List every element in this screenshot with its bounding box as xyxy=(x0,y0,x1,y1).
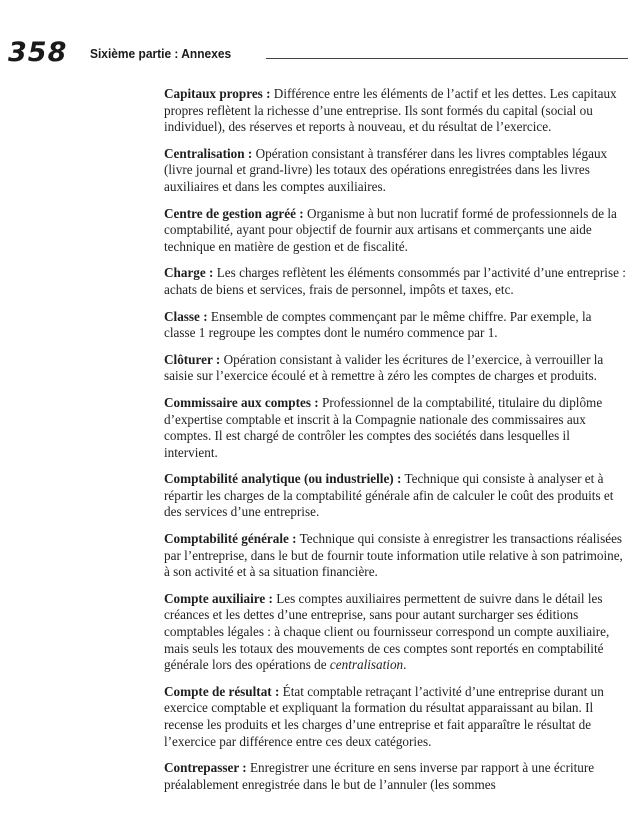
glossary-term: Clôturer : xyxy=(164,351,221,367)
glossary-definition: Différence entre les éléments de l’actif et les dettes. Les capitaux propres reflètent la richesse d’une entreprise. Ils sont formés du capital (social ou individuel), des réserves et reports à nouveau, et du résultat de l’exercice. xyxy=(164,86,617,135)
glossary-entry xyxy=(164,86,626,136)
glossary-entry xyxy=(164,395,626,461)
glossary-entry xyxy=(164,309,626,342)
glossary-entry xyxy=(164,352,626,385)
glossary-entry xyxy=(164,531,626,581)
glossary-term: Charge : xyxy=(164,265,214,281)
glossary-term: Contrepasser : xyxy=(164,760,247,776)
glossary-emphasis: centralisation xyxy=(329,657,404,673)
glossary-term: Centre de gestion agréé : xyxy=(164,205,304,221)
page-number: 358 xyxy=(8,37,68,68)
glossary-list xyxy=(164,86,626,803)
glossary-term: Centralisation : xyxy=(164,145,253,161)
glossary-entry xyxy=(164,471,626,521)
glossary-definition: Enregistrer une écriture en sens inverse par rapport à une écriture préalablement enregistrée dans le but de l’annuler (les sommes xyxy=(164,760,595,792)
glossary-definition: Technique qui consiste à analyser et à répartir les charges de la comptabilité générale afin de calculer le coût des produits et des services d’une entreprise. xyxy=(164,471,614,520)
glossary-definition: Professionnel de la comptabilité, titulaire du diplôme d’expertise comptable et inscrit à la Compagnie nationale des commissaires aux comptes. Il est chargé de contrôler les comptes des sociétés dans lesquelles il intervient. xyxy=(164,394,603,460)
glossary-entry xyxy=(164,760,626,793)
glossary-definition: Les charges reflètent les éléments consommés par l’activité d’une entreprise : achats de biens et services, frais de personnel, impôts et taxes, etc. xyxy=(164,265,626,297)
glossary-definition: Les comptes auxiliaires permettent de suivre dans le détail les créances et les dettes d’une entreprise, sans pour autant surcharger ses éditions comptables légales : à chaque client ou fournisseur correspond un compte auxiliaire, mais seuls les totaux des mouvements de ces comptes sont reportés en comptabilité générale lors des opérations de xyxy=(164,590,610,673)
page-header xyxy=(8,38,628,70)
glossary-definition: Organisme à but non lucratif formé de professionnels de la comptabilité, ayant pour objectif de fournir aux artisans et commerçants une aide technique en matière de gestion et de fiscalité. xyxy=(164,205,617,254)
glossary-definition: Technique qui consiste à enregistrer les transactions réalisées par l’entreprise, dans le but de fournir toute information utile relative à son patrimoine, à son activité et à sa situation financière. xyxy=(164,531,623,580)
glossary-term: Compte de résultat : xyxy=(164,683,280,699)
part-title: Sixième partie : Annexes xyxy=(90,46,232,61)
glossary-term: Classe : xyxy=(164,308,208,324)
glossary-entry xyxy=(164,206,626,256)
glossary-definition: État comptable retraçant l’activité d’une entreprise durant un exercice comptable et expliquant la formation du résultat apparaissant au bilan. Il recense les produits et les charges d’une entreprise et fait apparaître le résultat de l’exercice par différence entre ces deux catégories. xyxy=(164,683,604,749)
glossary-definition: Ensemble de comptes commençant par le même chiffre. Par exemple, la classe 1 regroupe les comptes dont le numéro commence par 1. xyxy=(164,308,592,341)
glossary-definition: Opération consistant à transférer dans les livres comptables légaux (livre journal et grand-livre) les totaux des opérations enregistrées dans les livres auxiliaires et dans les comptes auxiliaires. xyxy=(164,145,608,194)
header-rule xyxy=(266,58,628,59)
glossary-term: Comptabilité générale : xyxy=(164,531,297,547)
glossary-entry xyxy=(164,146,626,196)
glossary-definition-end: . xyxy=(403,657,407,673)
glossary-entry xyxy=(164,265,626,298)
glossary-term: Compte auxiliaire : xyxy=(164,590,273,606)
glossary-term: Commissaire aux comptes : xyxy=(164,394,319,410)
glossary-term: Comptabilité analytique (ou industrielle) : xyxy=(164,471,402,487)
glossary-term: Capitaux propres : xyxy=(164,86,271,101)
glossary-entry xyxy=(164,591,626,674)
glossary-definition: Opération consistant à valider les écritures de l’exercice, à verrouiller la saisie sur l’exercice écoulé et à remettre à zéro les comptes de charges et produits. xyxy=(164,351,604,384)
glossary-entry xyxy=(164,684,626,750)
